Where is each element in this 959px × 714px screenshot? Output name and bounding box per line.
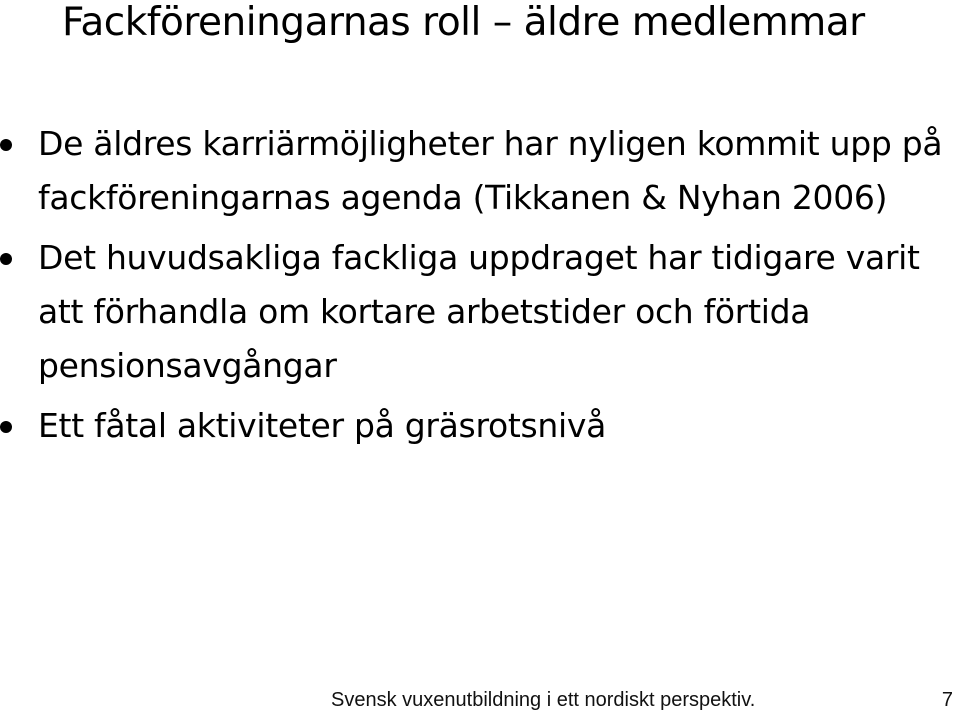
bullet-item: [0, 231, 948, 393]
bullet-icon: [0, 421, 12, 433]
bullet-text: Det huvudsakliga fackliga uppdraget har tidigare varit att förhandla om kortare arbetstider och förtida pensionsavgångar: [38, 238, 920, 385]
bullet-text: Ett fåtal aktiviteter på gräsrotsnivå: [38, 406, 607, 445]
bullet-item: [0, 117, 948, 225]
bullet-icon: [0, 253, 12, 265]
slide-title: Fackföreningarnas roll – äldre medlemmar: [62, 0, 865, 45]
bullet-text: De äldres karriärmöjligheter har nyligen kommit upp på fackföreningarnas agenda (Tikkanen & Nyhan 2006): [38, 124, 943, 217]
footer-text: Svensk vuxenutbildning i ett nordiskt perspektiv.: [331, 689, 756, 711]
bullet-item: [0, 399, 948, 453]
bullet-list: [0, 117, 959, 459]
bullet-icon: [0, 139, 12, 151]
page-number: 7: [941, 689, 953, 711]
